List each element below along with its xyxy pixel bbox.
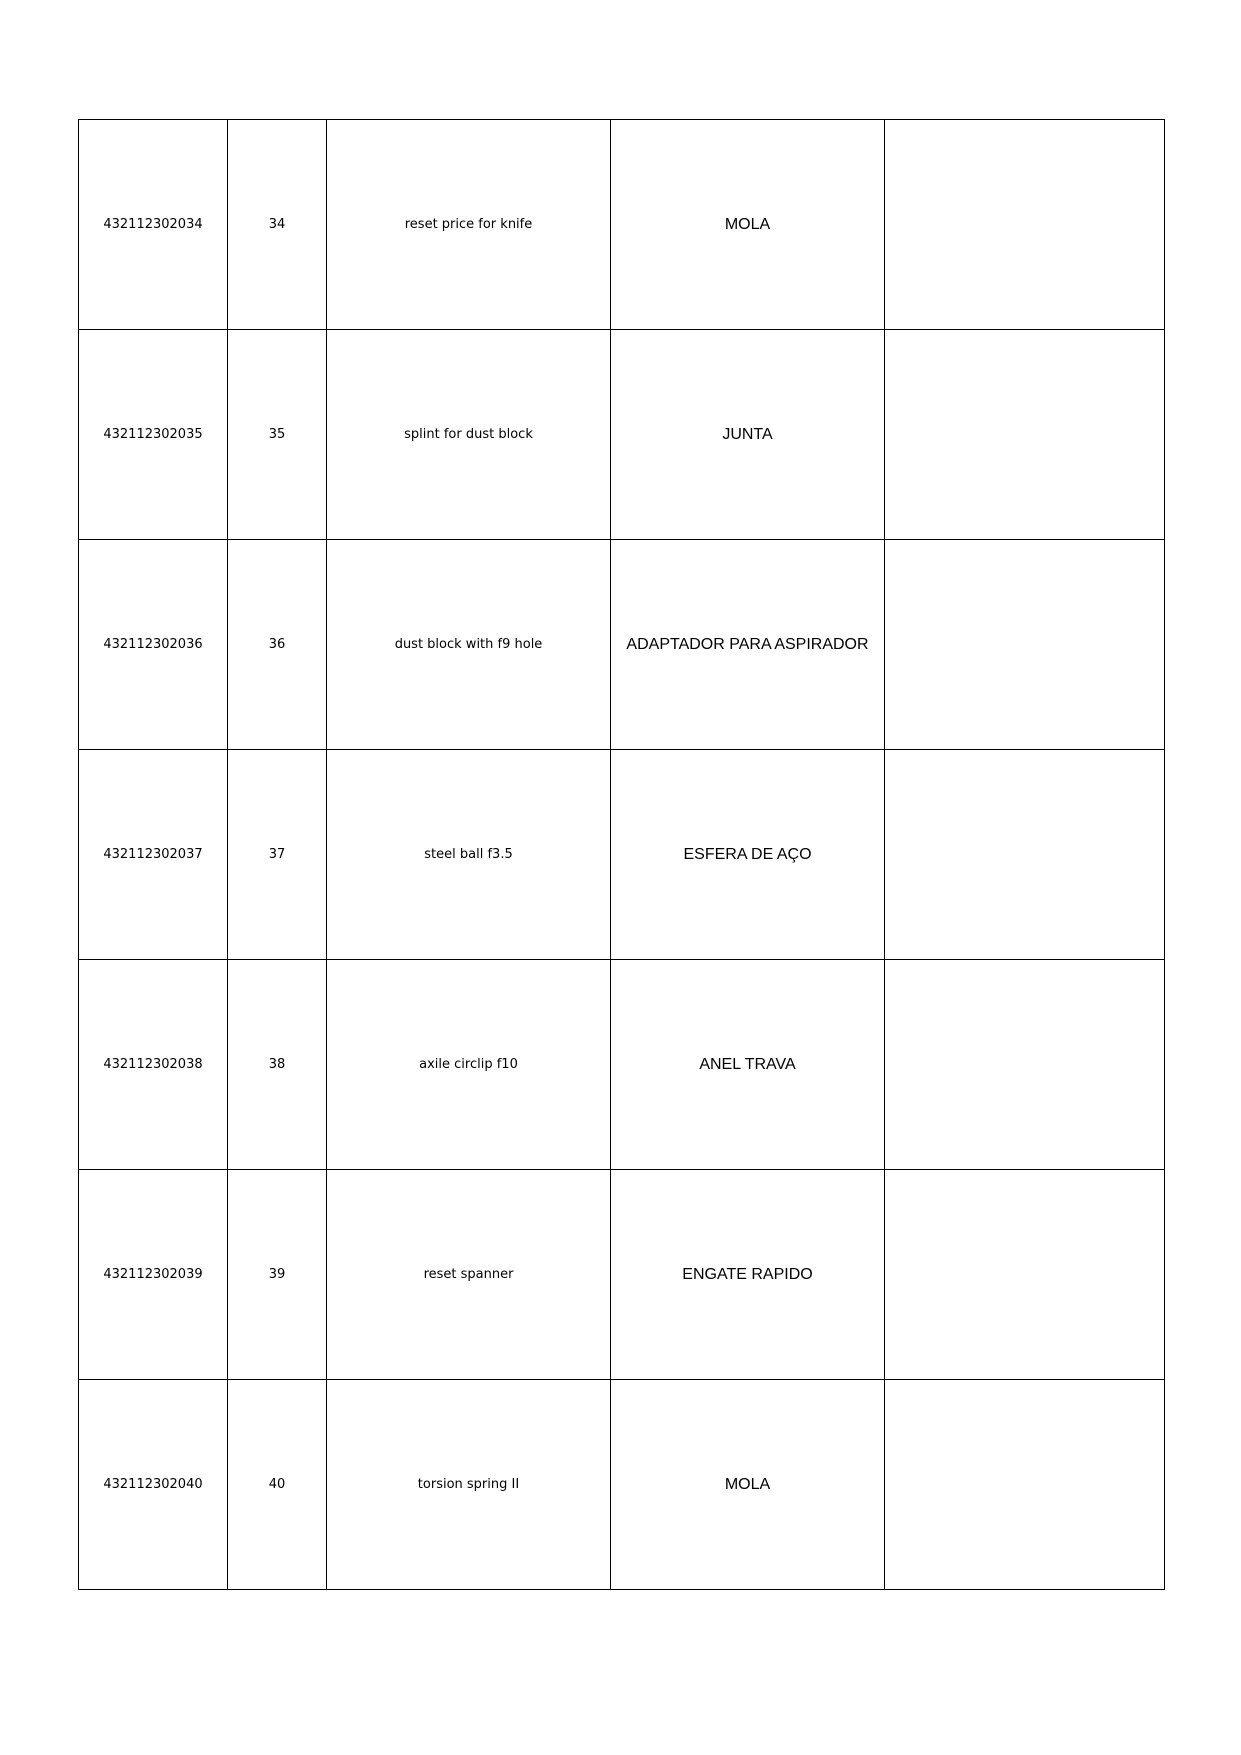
part-code: 432112302036: [79, 540, 228, 750]
part-code: 432112302034: [79, 120, 228, 330]
item-number: 36: [228, 540, 327, 750]
description-en: steel ball f3.5: [327, 750, 611, 960]
notes-cell: [885, 540, 1165, 750]
description-en: splint for dust block: [327, 330, 611, 540]
description-pt: JUNTA: [611, 330, 885, 540]
part-code: 432112302039: [79, 1170, 228, 1380]
notes-cell: [885, 960, 1165, 1170]
part-code: 432112302038: [79, 960, 228, 1170]
notes-cell: [885, 330, 1165, 540]
description-en: torsion spring II: [327, 1380, 611, 1590]
item-number: 37: [228, 750, 327, 960]
notes-cell: [885, 1170, 1165, 1380]
part-code: 432112302040: [79, 1380, 228, 1590]
parts-table: [78, 119, 1165, 1590]
item-number: 40: [228, 1380, 327, 1590]
notes-cell: [885, 120, 1165, 330]
part-code: 432112302037: [79, 750, 228, 960]
description-pt: ENGATE RAPIDO: [611, 1170, 885, 1380]
description-pt: ESFERA DE AÇO: [611, 750, 885, 960]
description-pt: ANEL TRAVA: [611, 960, 885, 1170]
item-number: 35: [228, 330, 327, 540]
table-row: [79, 1170, 1165, 1380]
description-en: reset spanner: [327, 1170, 611, 1380]
description-pt: MOLA: [611, 1380, 885, 1590]
table-row: [79, 330, 1165, 540]
table-row: [79, 120, 1165, 330]
part-code: 432112302035: [79, 330, 228, 540]
item-number: 39: [228, 1170, 327, 1380]
item-number: 34: [228, 120, 327, 330]
item-number: 38: [228, 960, 327, 1170]
description-en: dust block with f9 hole: [327, 540, 611, 750]
notes-cell: [885, 750, 1165, 960]
description-pt: ADAPTADOR PARA ASPIRADOR: [611, 540, 885, 750]
description-pt: MOLA: [611, 120, 885, 330]
notes-cell: [885, 1380, 1165, 1590]
table-row: [79, 540, 1165, 750]
table-row: [79, 960, 1165, 1170]
description-en: reset price for knife: [327, 120, 611, 330]
table-row: [79, 1380, 1165, 1590]
description-en: axile circlip f10: [327, 960, 611, 1170]
table-row: [79, 750, 1165, 960]
